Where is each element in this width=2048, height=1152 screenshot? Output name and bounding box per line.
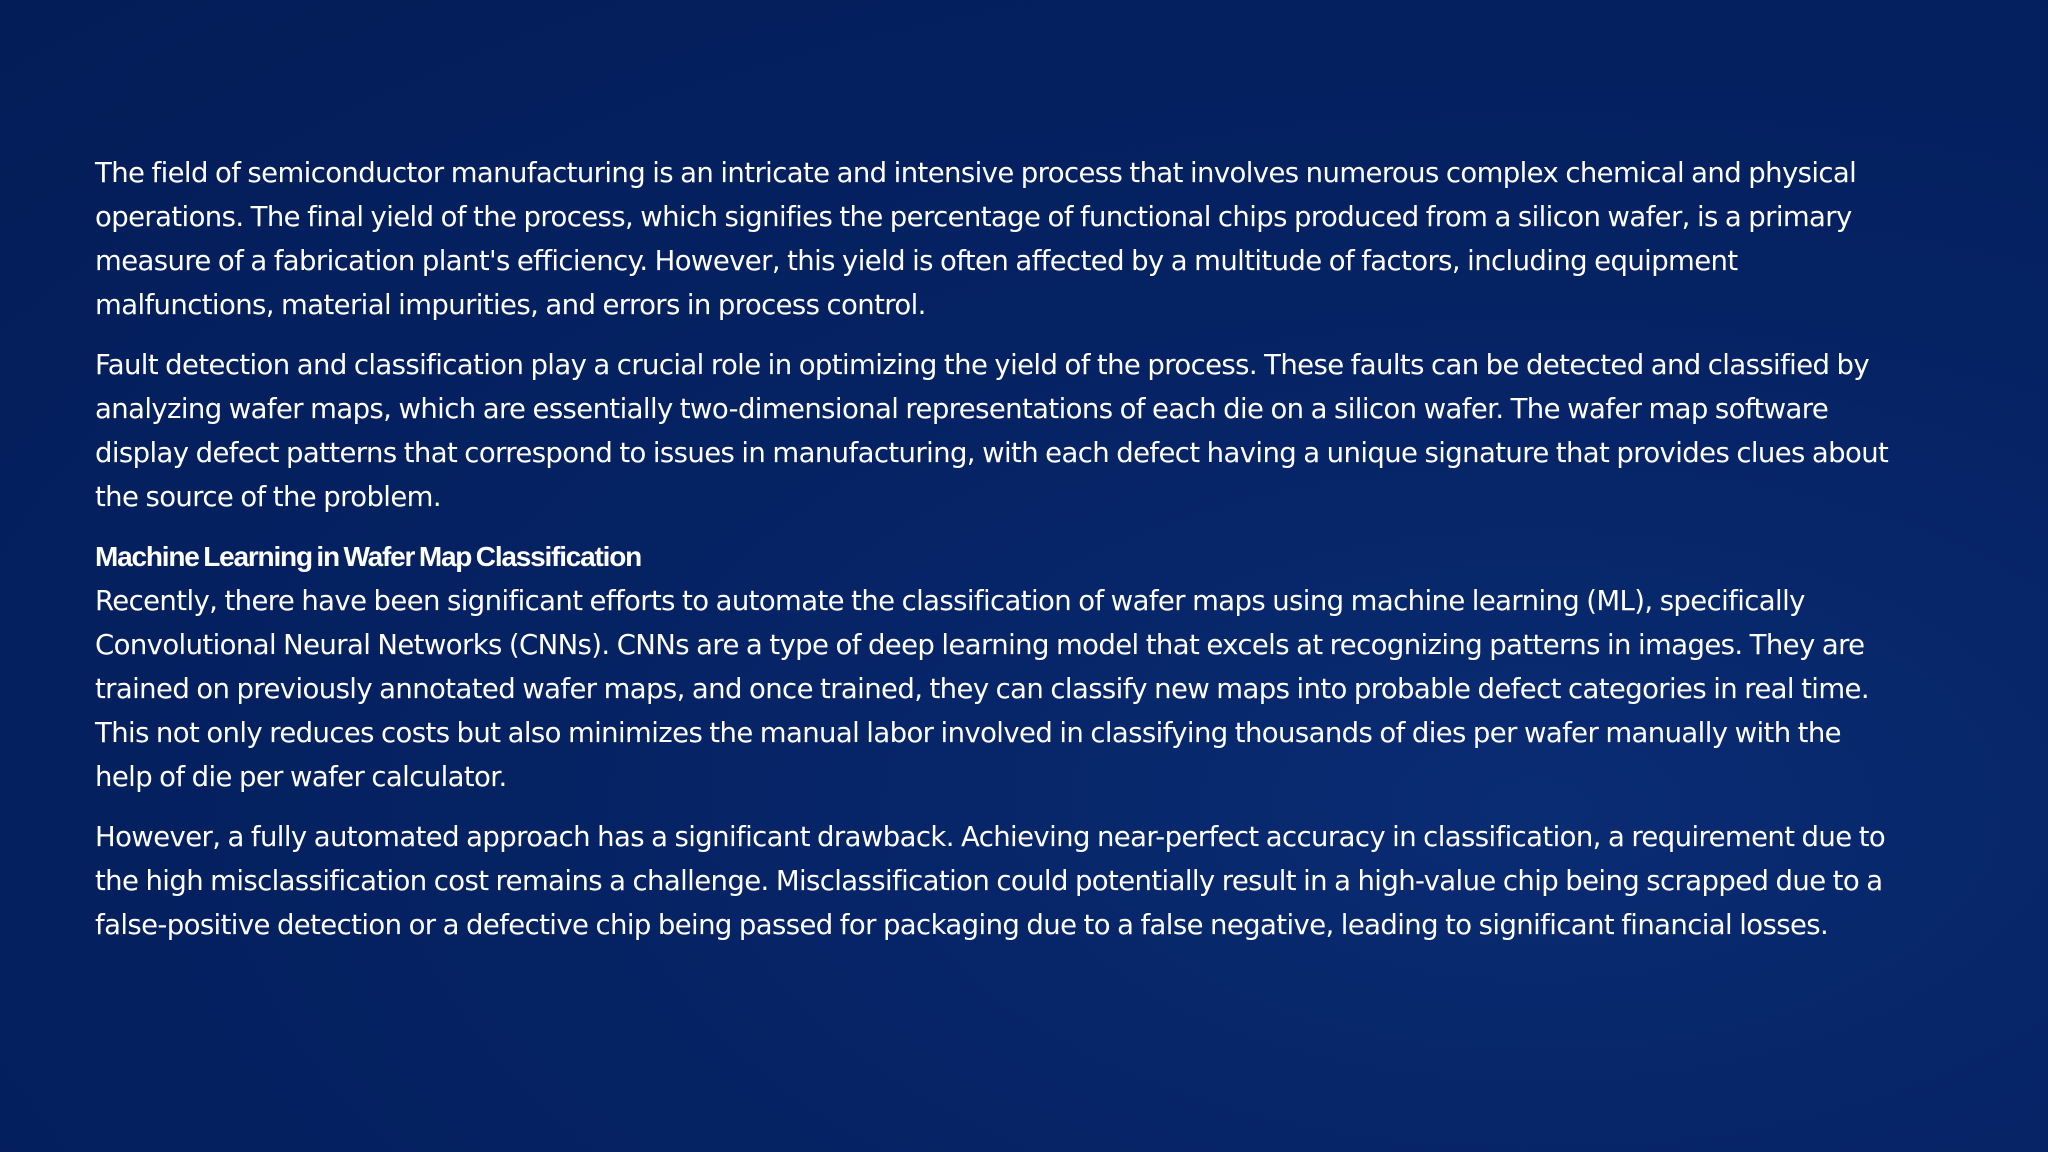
paragraph-machine-learning: Recently, there have been significant efforts to automate the classification of wafer maps using machine learning (ML), specifically Convolutional Neural Networks (CNNs). CNNs are a type of deep learning model that excels at recognizing patterns in images. They are trained on previously annotated wafer maps, and once trained, they can classify new maps into probable defect categories in real time. This not only reduces costs but also minimizes the manual labor involved in classifying thousands of dies per wafer manually with the help of die per wafer calculator. — [95, 585, 1869, 793]
paragraph-drawback: However, a fully automated approach has a significant drawback. Achieving near-perfect accuracy in classification, a requirement due to the high misclassification cost remains a challenge. Misclassification could potentially result in a high-value chip being scrapped due to a false-positive detection or a defective chip being passed for packaging due to a false negative, leading to significant financial losses. — [95, 821, 1886, 941]
section-heading: Machine Learning in Wafer Map Classification — [95, 541, 642, 572]
paragraph-intro: The field of semiconductor manufacturing is an intricate and intensive process that involves numerous complex chemical and physical operations. The final yield of the process, which signifies the percentage of functional chips produced from a silicon wafer, is a primary measure of a fabrication plant's efficiency. However, this yield is often affected by a multitude of factors, including equipment malfunctions, material impurities, and errors in process control. — [95, 157, 1857, 321]
paragraph-fault-detection: Fault detection and classification play a crucial role in optimizing the yield of the process. These faults can be detected and classified by analyzing wafer maps, which are essentially two-dimensional representations of each die on a silicon wafer. The wafer map software display defect patterns that correspond to issues in manufacturing, with each defect having a unique signature that provides clues about the source of the problem. — [95, 349, 1889, 513]
text-body — [95, 151, 1895, 963]
